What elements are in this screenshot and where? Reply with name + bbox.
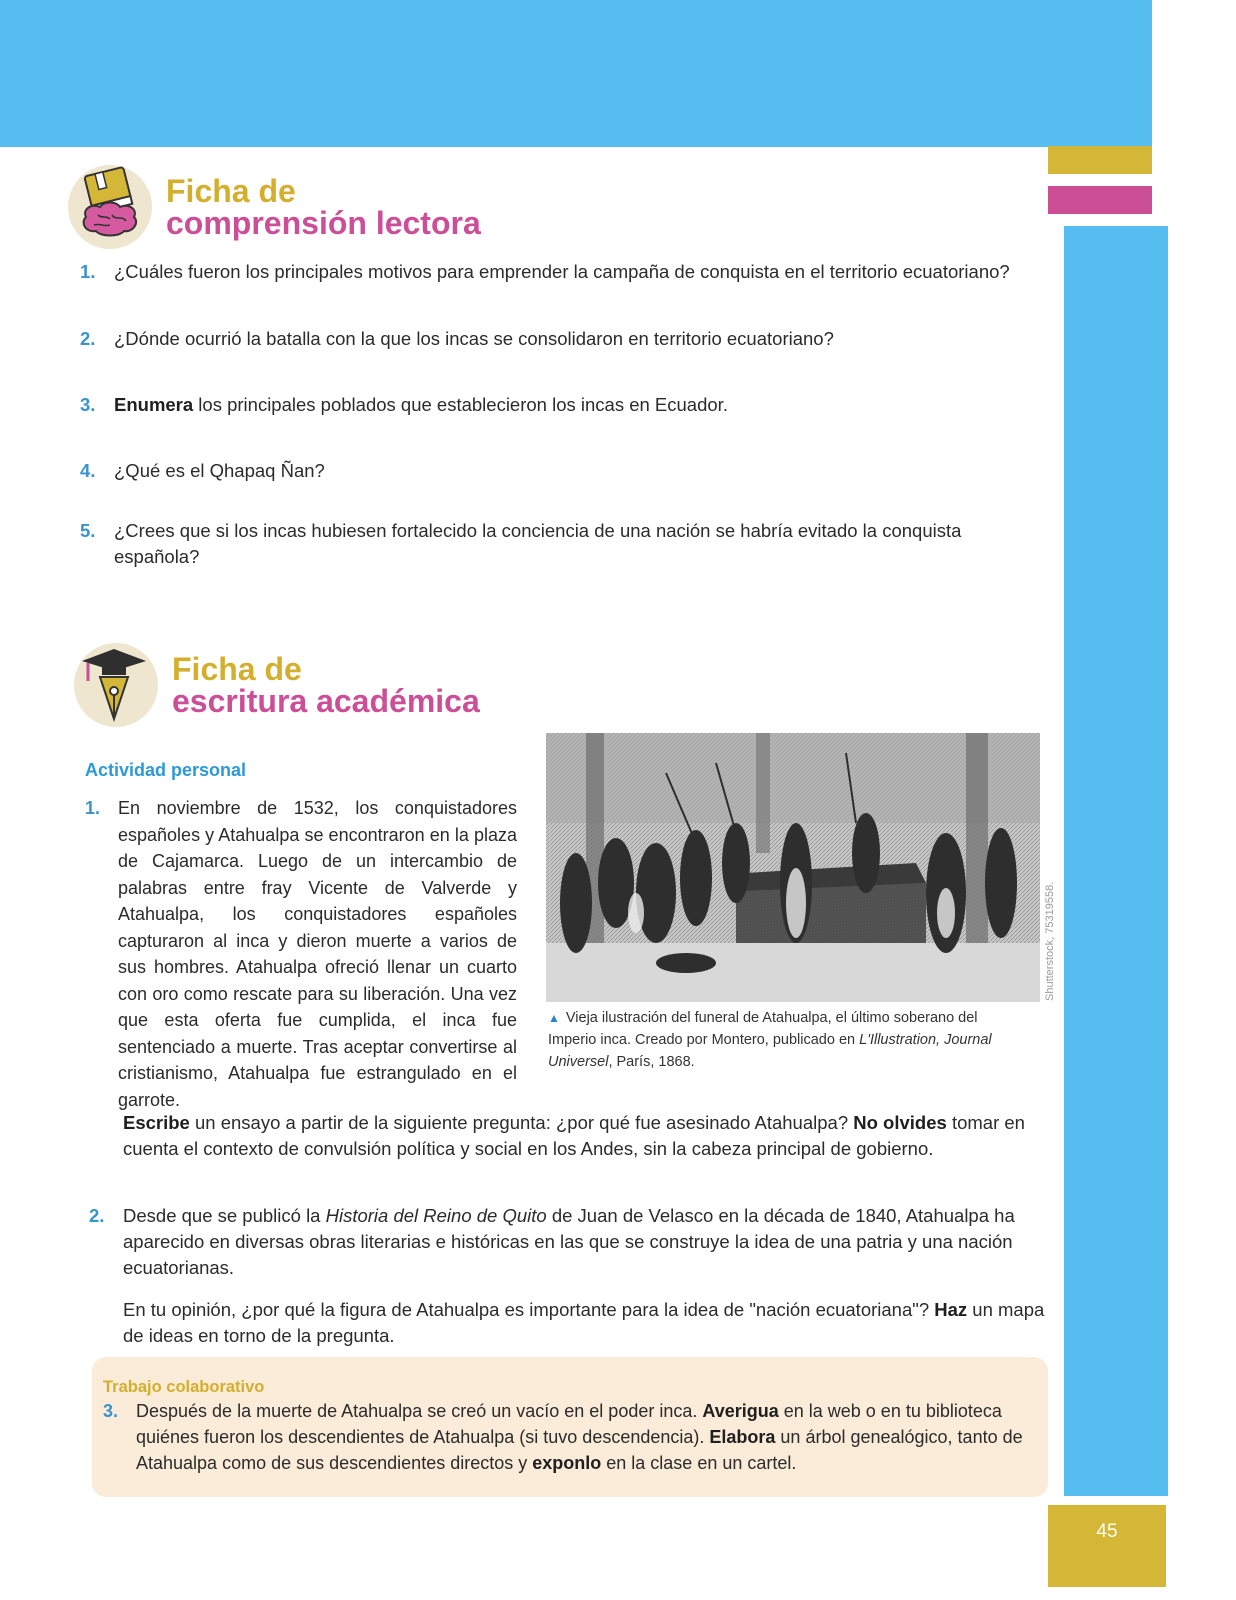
collab-text-1: Después de la muerte de Atahualpa se creó un vacío en el poder inca. xyxy=(136,1401,703,1421)
question-text: ¿Crees que si los incas hubiesen fortalecido la conciencia de una nación se habría evitado la conquista española? xyxy=(114,520,962,567)
question-text xyxy=(114,392,1040,418)
caption-end: , París, 1868. xyxy=(608,1054,695,1070)
pink-tab-marker xyxy=(1048,186,1152,214)
reading-section-header xyxy=(68,165,481,249)
reading-title xyxy=(166,175,481,239)
question-number: 2. xyxy=(80,328,96,349)
task-text-end: tomar en cuenta el contexto de convulsión política y social en los Andes, sin la cabeza principal de gobierno. xyxy=(123,1112,1025,1159)
question-text: ¿Cuáles fueron los principales motivos para emprender la campaña de conquista en el territorio ecuatoriano? xyxy=(114,261,1010,282)
item-text xyxy=(123,1203,1049,1281)
book-title: Historia del Reino de Quito xyxy=(325,1205,547,1226)
caption-italic: L'Illustration, Journal Universel xyxy=(548,1032,992,1070)
activity-item-1 xyxy=(85,795,517,1113)
funeral-illustration xyxy=(546,733,1040,1002)
keyword: No olvides xyxy=(853,1112,947,1133)
question-number: 5. xyxy=(80,520,96,541)
question-text: ¿Dónde ocurrió la batalla con la que los incas se consolidaron en territorio ecuatoriano? xyxy=(114,328,834,349)
graduation-cap-pen-icon xyxy=(74,643,158,727)
task-text: un ensayo a partir de la siguiente pregunta: ¿por qué fue asesinado Atahualpa? xyxy=(189,1112,854,1133)
yellow-tab-marker xyxy=(1048,146,1152,174)
caption-text: Vieja ilustración del funeral de Atahualpa, el último soberano del Imperio inca. Creado por Montero, publicado en xyxy=(548,1010,978,1048)
task-text-end: un mapa de ideas en torno de la pregunta. xyxy=(123,1299,1045,1346)
reading-title-line2: comprensión lectora xyxy=(166,205,481,241)
question-number: 4. xyxy=(80,460,96,481)
collab-text-2: en la web o en tu biblioteca quiénes fueron los descendientes de Atahualpa (si tuvo descendencia). xyxy=(136,1401,1002,1447)
keyword: Haz xyxy=(934,1299,968,1320)
activity-item-2 xyxy=(89,1203,1049,1281)
question-text: ¿Qué es el Qhapaq Ñan? xyxy=(114,460,325,481)
activity-label: Actividad personal xyxy=(85,760,247,780)
item-number: 3. xyxy=(103,1401,119,1421)
question-number: 3. xyxy=(80,394,96,415)
writing-title-line2: escritura académica xyxy=(172,683,480,719)
question-4 xyxy=(80,458,1040,484)
image-credit: Shutterstock, 75319558. xyxy=(1044,881,1056,1001)
question-number: 1. xyxy=(80,261,96,282)
keyword: Escribe xyxy=(123,1112,190,1133)
item2-text-start: Desde que se publicó la xyxy=(123,1205,326,1226)
question-2 xyxy=(80,326,1040,352)
collaborative-label: Trabajo colaborativo xyxy=(103,1378,265,1396)
writing-section-header xyxy=(74,643,480,727)
page-number: 45 xyxy=(1048,1505,1166,1587)
brain-book-icon xyxy=(68,165,152,249)
question-text-rest: los principales poblados que establecieron los incas en Ecuador. xyxy=(193,394,728,415)
figure-caption xyxy=(548,1007,1018,1073)
item-number: 1. xyxy=(85,798,101,818)
keyword: Elabora xyxy=(709,1427,776,1447)
question-5 xyxy=(80,518,1040,570)
writing-title xyxy=(172,653,480,717)
collaborative-item-3 xyxy=(103,1398,1033,1476)
keyword: Enumera xyxy=(114,394,194,415)
item-number: 2. xyxy=(89,1205,105,1226)
keyword: Averigua xyxy=(702,1401,779,1421)
task-text: En tu opinión, ¿por qué la figura de Atahualpa es importante para la idea de "nación ecuatoriana"? xyxy=(123,1299,935,1320)
writing-title-line1: Ficha de xyxy=(172,651,302,687)
triangle-marker-icon: ▲ xyxy=(548,1011,560,1025)
top-blue-band xyxy=(0,0,1152,147)
item1-task xyxy=(123,1110,1048,1162)
collab-text-4: en la clase en un cartel. xyxy=(601,1453,797,1473)
keyword: exponlo xyxy=(532,1453,602,1473)
item2-task xyxy=(123,1297,1048,1349)
question-3 xyxy=(80,392,1040,418)
item2-text-end: de Juan de Velasco en la década de 1840, Atahualpa ha aparecido en diversas obras literarias e históricas en las que se construye la idea de una patria y una nación ecuatorianas. xyxy=(123,1205,1015,1278)
collab-text-3: un árbol genealógico, tanto de Atahualpa como de sus descendientes directos y xyxy=(136,1427,1023,1473)
reading-title-line1: Ficha de xyxy=(166,173,296,209)
right-blue-strip xyxy=(1064,226,1168,1496)
question-1 xyxy=(80,259,1040,285)
item-text: En noviembre de 1532, los conquistadores españoles y Atahualpa se encontraron en la plaza de Cajamarca. Luego de un intercambio de palabras entre fray Vicente de Valverde y Atahualpa, los conquistadores españoles capturaron al inca y dieron muerte a varios de sus hombres. Atahualpa ofreció llenar un cuarto con oro como rescate para su liberación. Una vez que esta oferta fue cumplida, el inca fue sentenciado a muerte. Tras aceptar convertirse al cristianismo, Atahualpa fue estrangulado en el garrote. xyxy=(118,798,517,1110)
item-text xyxy=(136,1398,1033,1476)
